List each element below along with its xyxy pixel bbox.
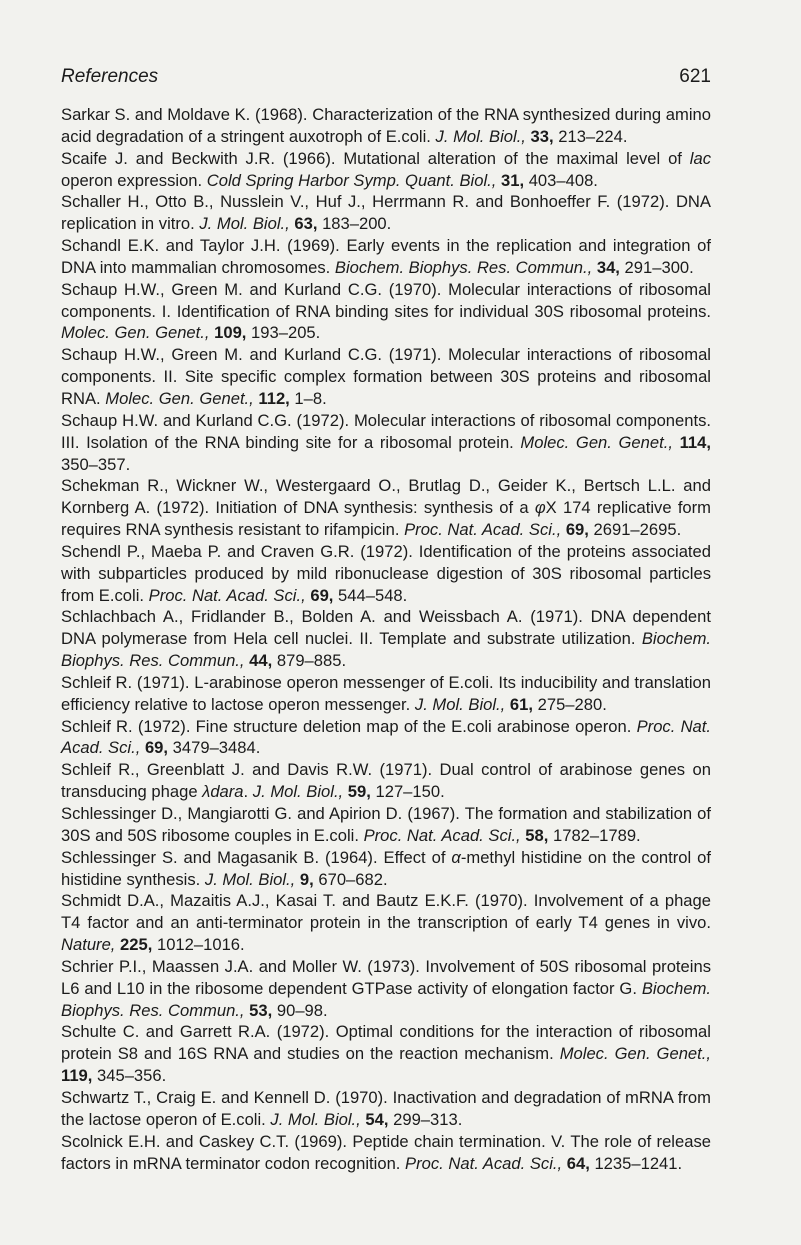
reference-journal: J. Mol. Biol.,	[204, 869, 296, 889]
reference-title-part: lac	[689, 148, 711, 168]
reference-pages: 1012–1016.	[156, 935, 245, 955]
reference-pages: 1235–1241.	[594, 1153, 683, 1173]
reference-title: DNA dependent DNA polymerase from Hela cell nuclei. II. Template and substrate utilization.	[61, 607, 711, 649]
reference-list	[61, 104, 711, 1174]
reference-entry	[61, 759, 711, 803]
reference-authors: Schaup H.W., Green M. and Kurland C.G. (1971).	[61, 345, 442, 365]
reference-title: L-arabinose operon messenger of E.coli. Its inducibility and translation efficiency relative to lactose operon messenger.	[61, 672, 711, 714]
reference-entry	[61, 1021, 711, 1087]
reference-authors: Schwartz T., Craig E. and Kennell D. (1970).	[61, 1087, 388, 1107]
reference-volume: 9,	[299, 869, 314, 889]
reference-entry	[61, 475, 711, 541]
reference-pages: 299–313.	[393, 1109, 463, 1129]
reference-journal: Proc. Nat. Acad. Sci.,	[148, 585, 306, 605]
reference-authors: Schlessinger D., Mangiarotti G. and Apirion D. (1967).	[61, 804, 460, 823]
reference-title: Molecular interactions of ribosomal components. III. Isolation of the RNA binding site for a ribosomal protein.	[61, 410, 711, 452]
reference-authors: Schleif R. (1971).	[61, 672, 190, 692]
reference-entry	[61, 279, 711, 345]
reference-pages: 1–8.	[294, 388, 327, 408]
reference-authors: Sarkar S. and Moldave K. (1968).	[61, 105, 308, 124]
reference-authors: Schulte C. and Garrett R.A. (1972).	[61, 1022, 330, 1042]
reference-journal: Molec. Gen. Genet.,	[61, 323, 210, 343]
running-head	[61, 66, 711, 88]
reference-entry	[61, 890, 711, 956]
reference-journal: J. Mol. Biol.,	[435, 126, 526, 146]
reference-title-part: Effect of	[383, 847, 452, 867]
reference-volume: 112,	[258, 388, 290, 408]
reference-entry	[61, 104, 711, 148]
reference-pages: 670–682.	[318, 869, 388, 889]
reference-entry	[61, 541, 711, 607]
reference-journal: Cold Spring Harbor Symp. Quant. Biol.,	[206, 170, 497, 190]
reference-entry	[61, 847, 711, 891]
reference-authors: Schaller H., Otto B., Nusslein V., Huf J., Herrmann R. and Bonhoeffer F. (1972).	[61, 192, 670, 212]
reference-volume: 69,	[144, 738, 169, 758]
reference-pages: 350–357.	[61, 454, 131, 474]
reference-journal: J. Mol. Biol.,	[252, 782, 344, 802]
reference-pages: 544–548.	[338, 585, 408, 605]
reference-entry	[61, 716, 711, 760]
reference-entry	[61, 235, 711, 279]
reference-journal: J. Mol. Biol.,	[199, 214, 290, 234]
reference-authors: Schekman R., Wickner W., Westergaard O., Brutlag D., Geider K., Bertsch L.L. and Kornberg A. (1972).	[61, 476, 711, 518]
reference-entry	[61, 344, 711, 410]
reference-authors: Schendl P., Maeba P. and Craven G.R. (1972).	[61, 541, 413, 561]
reference-pages: 213–224.	[558, 126, 628, 146]
reference-pages: 879–885.	[276, 651, 347, 671]
reference-journal: Molec. Gen. Genet.,	[105, 388, 254, 408]
reference-pages: 183–200.	[322, 214, 392, 234]
reference-title-part: λdara	[202, 782, 244, 802]
reference-pages: 291–300.	[624, 257, 694, 277]
reference-pages: 275–280.	[537, 694, 607, 714]
reference-title: Involvement of 50S ribosomal proteins L6 and L10 in the ribosome dependent GTPase activity of elongation factor G.	[61, 956, 711, 998]
reference-title-part: operon expression.	[61, 170, 203, 190]
reference-journal: Proc. Nat. Acad. Sci.,	[404, 520, 562, 540]
reference-authors: Schlessinger S. and Magasanik B. (1964).	[61, 847, 378, 867]
reference-volume: 64,	[566, 1153, 590, 1173]
reference-authors: Schrier P.I., Maassen J.A. and Moller W. (1973).	[61, 956, 420, 976]
reference-title-part: -methyl histidine on the control of histidine synthesis.	[61, 847, 711, 889]
reference-authors: Schleif R. (1972).	[61, 716, 191, 736]
page-number: 621	[679, 66, 711, 87]
reference-title-part: φ	[534, 498, 546, 518]
reference-entry	[61, 956, 711, 1022]
reference-pages: 1782–1789.	[553, 825, 641, 845]
reference-authors: Scolnick E.H. and Caskey C.T. (1969).	[61, 1131, 347, 1151]
reference-title: Fine structure deletion map of the E.coli arabinose operon.	[195, 716, 632, 736]
reference-volume: 59,	[347, 782, 371, 802]
reference-entry	[61, 148, 711, 192]
reference-title: Molecular interactions of ribosomal components. I. Identification of RNA binding sites for individual 30S ribosomal proteins.	[61, 279, 711, 321]
reference-volume: 33,	[530, 126, 554, 146]
reference-title: DNA replication in vitro.	[61, 192, 711, 234]
reference-title: Molecular interactions of ribosomal components. II. Site specific complex formation between 30S proteins and ribosomal RNA.	[61, 345, 711, 408]
reference-volume: 53,	[249, 1000, 273, 1020]
reference-title: Involvement of a phage T4 factor and an anti-terminator protein in the transcription of early T4 genes in vivo.	[61, 891, 711, 933]
reference-pages: 90–98.	[276, 1000, 328, 1020]
reference-volume: 114,	[679, 432, 711, 452]
section-title: References	[61, 66, 159, 87]
reference-pages: 345–356.	[97, 1066, 167, 1086]
reference-journal: Biochem. Biophys. Res. Commun.,	[61, 629, 711, 671]
reference-authors: Schlachbach A., Fridlander B., Bolden A. and Weissbach A. (1971).	[61, 607, 583, 627]
reference-volume: 225,	[120, 935, 153, 955]
reference-journal: Molec. Gen. Genet.,	[520, 432, 673, 452]
reference-journal: Biochem. Biophys. Res. Commun.,	[61, 978, 711, 1020]
reference-title-part: Dual control of arabinose genes on transducing phage	[61, 760, 711, 802]
reference-title-part: Mutational alteration of the maximal level of	[343, 148, 690, 168]
reference-title-part: Initiation of DNA synthesis: synthesis of a	[215, 498, 535, 518]
reference-volume: 44,	[249, 651, 273, 671]
reference-authors: Scaife J. and Beckwith J.R. (1966).	[61, 148, 336, 168]
reference-volume: 63,	[294, 214, 318, 234]
reference-title: Characterization of the RNA synthesized during amino acid degradation of a stringent auxotroph of E.coli.	[61, 105, 711, 146]
reference-entry	[61, 672, 711, 716]
reference-volume: 54,	[365, 1109, 389, 1129]
reference-title-part: α	[451, 847, 461, 867]
reference-journal: Biochem. Biophys. Res. Commun.,	[334, 257, 593, 277]
reference-pages: 403–408.	[528, 170, 598, 190]
reference-volume: 58,	[525, 825, 549, 845]
reference-pages: 2691–2695.	[593, 520, 682, 540]
reference-title: The formation and stabilization of 30S and 50S ribosome couples in E.coli.	[61, 804, 711, 845]
reference-volume: 109,	[214, 323, 247, 343]
reference-authors: Schmidt D.A., Mazaitis A.J., Kasai T. and Bautz E.K.F. (1970).	[61, 891, 528, 911]
reference-title: Identification of the proteins associated with subparticles produced by mild ribonuclease digestion of 30S ribosomal particles from E.coli.	[61, 541, 711, 605]
reference-authors: Schaup H.W., Green M. and Kurland C.G. (1970).	[61, 279, 442, 299]
reference-pages: 3479–3484.	[172, 738, 261, 758]
reference-title-part: X 174 replicative form requires RNA synthesis resistant to rifampicin.	[61, 498, 712, 540]
reference-journal: Proc. Nat. Acad. Sci.,	[61, 716, 711, 758]
reference-journal: Molec. Gen. Genet.,	[559, 1044, 711, 1064]
reference-authors: Schleif R., Greenblatt J. and Davis R.W. (1971).	[61, 760, 433, 780]
reference-title: Optimal conditions for the interaction of ribosomal protein S8 and 16S RNA and studies on the reaction mechanism.	[61, 1022, 711, 1064]
reference-volume: 69,	[565, 520, 589, 540]
reference-journal: Nature,	[61, 935, 116, 955]
reference-volume: 34,	[596, 257, 620, 277]
reference-entry	[61, 606, 711, 672]
reference-entry	[61, 803, 711, 847]
reference-title: Peptide chain termination. V. The role of release factors in mRNA terminator codon recognition.	[61, 1131, 711, 1173]
reference-entry	[61, 1087, 711, 1131]
reference-volume: 119,	[61, 1066, 93, 1086]
reference-volume: 61,	[509, 694, 533, 714]
reference-authors: Schandl E.K. and Taylor J.H. (1969).	[61, 236, 340, 256]
reference-title: Inactivation and degradation of mRNA from the lactose operon of E.coli.	[61, 1087, 711, 1129]
reference-title-part: .	[243, 782, 249, 802]
reference-authors: Schaup H.W. and Kurland C.G. (1972).	[61, 410, 350, 430]
reference-journal: Proc. Nat. Acad. Sci.,	[405, 1153, 563, 1173]
reference-pages: 193–205.	[251, 323, 321, 343]
reference-entry	[61, 410, 711, 476]
reference-journal: J. Mol. Biol.,	[270, 1109, 361, 1129]
reference-journal: J. Mol. Biol.,	[414, 694, 506, 714]
reference-pages: 127–150.	[375, 782, 445, 802]
reference-entry	[61, 1131, 711, 1175]
reference-entry	[61, 191, 711, 235]
reference-volume: 69,	[310, 585, 334, 605]
reference-volume: 31,	[501, 170, 525, 190]
reference-journal: Proc. Nat. Acad. Sci.,	[363, 825, 521, 845]
reference-title: Early events in the replication and integration of DNA into mammalian chromosomes.	[61, 236, 711, 277]
